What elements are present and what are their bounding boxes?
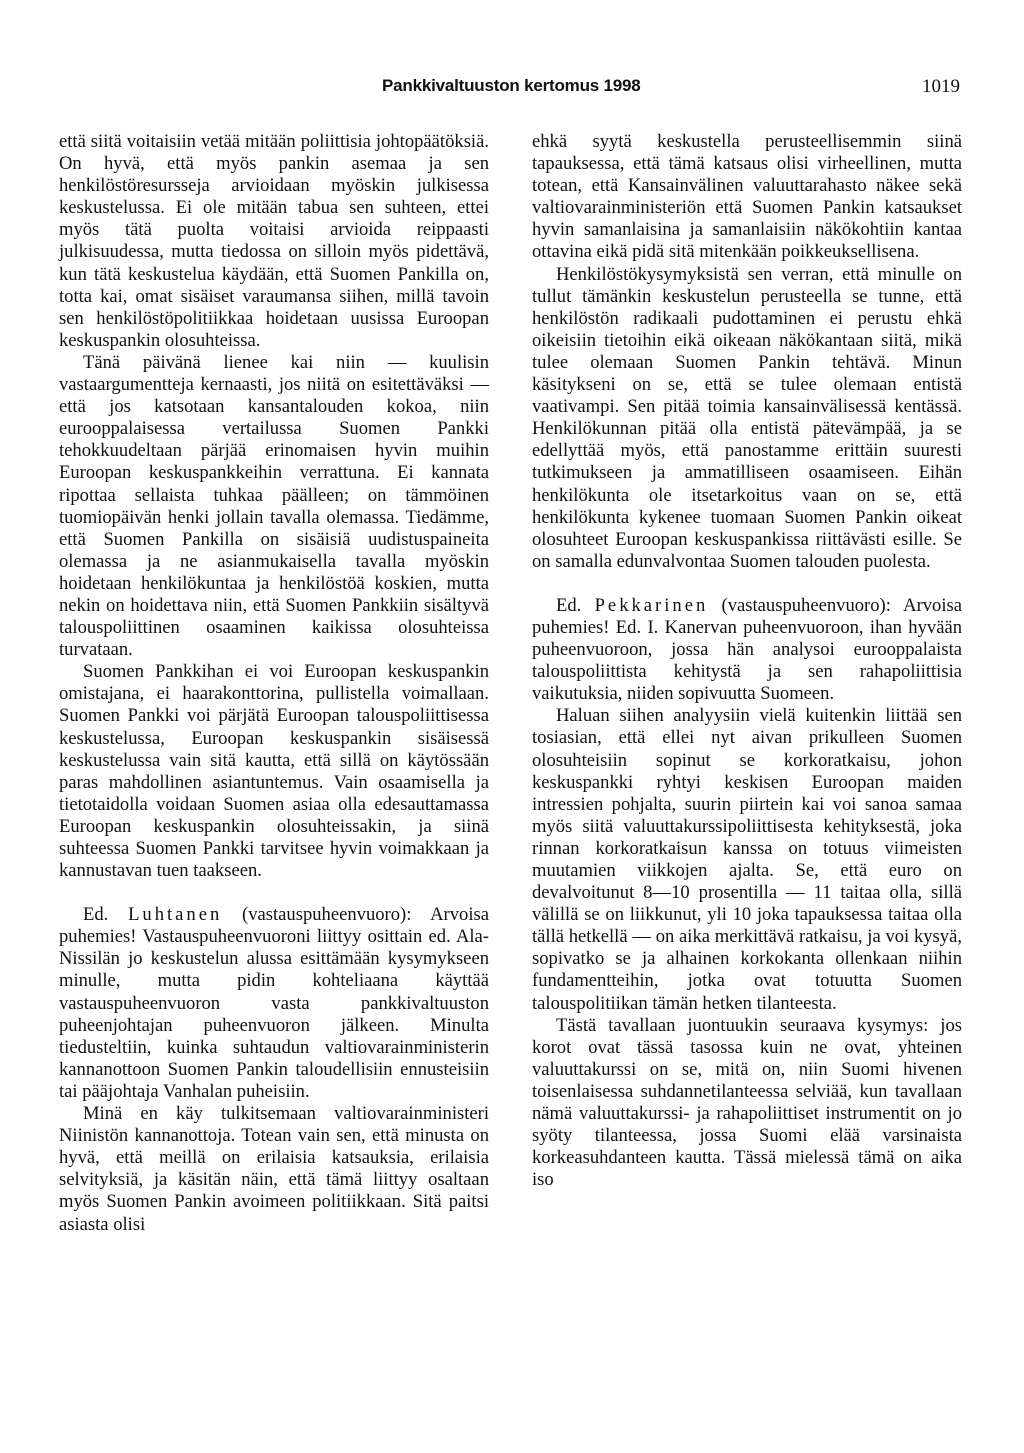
- right-column: [532, 131, 962, 1191]
- speaker-name: Pekkarinen: [594, 594, 709, 616]
- paragraph: Tänä päivänä lienee kai niin — kuulisin vastaargumentteja kernaasti, jos niitä on esitettäväksi — että jos katsotaan kansantalouden kokoa, niin eurooppalaisessa vertailussa Suomen Pankki tehokkuudeltaan pärjää erinomaisen hyvin muihin Euroopan keskuspankkeihin verrattuna. Ei kannata ripottaa sellaista tuhkaa päälleen; on tämmöinen tuomiopäivän henki jollain tavalla olemassa. Tiedämme, että Suomen Pankilla on sisäisiä uudistuspaineita olemassa ja ne asianmukaisella tavalla myöskin hoidetaan henkilökuntaa ja henkilöstöä koskien, mutta nekin on hoidettava niin, että Suomen Pankkiin sisältyvä talouspoliittinen osaaminen kaikissa olosuhteissa turvataan.: [59, 351, 489, 661]
- paragraph: Henkilöstökysymyksistä sen verran, että minulle on tullut tämänkin keskustelun perusteella se tunne, että henkilöstön radikaali pudottaminen ei perustu ehkä oikeisiin tietoihin eikä oikeaan näkökantaan siitä, mikä tulee olemaan Suomen Pankin tehtävä. Minun käsitykseni on se, että se tulee olemaan entistä vaativampi. Sen pitää toimia kansainvälisessä kentässä. Henkilökunnan pitää olla entistä pätevämpää, ja se edellyttää myös, että panostamme erittäin suuresti tutkimukseen ja ammatilliseen osaamiseen. Eihän henkilökunta ole itsetarkoitus vaan on se, että henkilökunta kykenee tuomaan Suomen Pankin oikeat olosuhteet Euroopan keskuspankissa riittävästi esille. Se on samalla edunvalvontaa Suomen talouden puolesta.: [532, 263, 962, 572]
- speech-text: Arvoisa puhemies! Ed. I. Kanervan puheenvuoroon, ihan hyvään puheenvuoroon, jossa hän analysoi eurooppalaista talouspoliittista kehitystä ja sen rahapoliittisia vaikutuksia, niiden sopivuutta Suomeen.: [532, 594, 963, 705]
- speaker-prefix: Ed.: [556, 594, 582, 616]
- paragraph: Minä en käy tulkitsemaan valtiovarainministeri Niinistön kannanottoja. Totean vain sen, että minusta on hyvä, että meillä on erilaisia katsauksia, erilaisia selvityksiä, ja käsitän näin, että tämä liittyy osaltaan myös Suomen Pankin avoimeen politiikkaan. Sitä paitsi asiasta olisi: [59, 1103, 489, 1235]
- speech-text: Arvoisa puhemies! Vastauspuheenvuoroni liittyy osittain ed. Ala-Nissilän jo keskustelun alussa esittämään kysymykseen minulle, mutta pidin kohteliaana käyttää vastauspuheenvuoron vasta pankkivaltuuston puheenjohtajan puheenvuoron jälkeen. Minulta tiedusteltiin, kuinka suhtaudun valtiovarainministerin kannanottoon Suomen Pankin taloudellisiin ennusteisiin tai pääjohtaja Vanhalan puheisiin.: [59, 904, 489, 1102]
- page-number: 1019: [922, 76, 960, 97]
- page-header: [0, 76, 1024, 106]
- paragraph: Tästä tavallaan juontuukin seuraava kysymys: jos korot ovat tässä tasossa kuin ne ovat, yhteinen valuuttakurssi on se, mitä on, niin Suomi hivenen toisenlaisessa suhdannetilanteessa selviää, kun tavallaan nämä valuuttakurssi- ja rahapoliittiset instrumentit on jo syöty tilanteessa, jossa Suomi elää varsinaista korkeasuhdanteen kautta. Tässä mielessä tämä on aika iso: [532, 1014, 962, 1191]
- speaker-name: Luhtanen: [128, 904, 223, 926]
- paragraph: Suomen Pankkihan ei voi Euroopan keskuspankin omistajana, ei haarakonttorina, pullistella voimallaan. Suomen Pankki voi pärjätä Euroopan talouspoliittisessa keskustelussa, Euroopan keskuspankin sisäisessä keskustelussa vain sitä kautta, että sillä on käytössään paras mahdollinen asiantuntemus. Vain osaamisella ja tietotaidolla voidaan Suomen asiaa olla edesauttamassa Euroopan keskuspankin olosuhteissakin, ja siinä suhteessa Suomen Pankki tarvitsee hyvin voimakkaan ja kannustavan tuen taakseen.: [59, 661, 489, 882]
- paragraph: Haluan siihen analyysiin vielä kuitenkin liittää sen tosiasian, että ellei nyt aivan prikulleen Suomen olosuhteisiin sopinut se korkoratkaisu, johon keskuspankki ryhtyi keskisen Euroopan maiden intressien pohjalta, suurin piirtein kai voi sanoa samaa myös siitä valuuttakurssipoliittisesta kehityksestä, joka rinnan korkoratkaisun kanssa on totuus viimeisten muutamien viikkojen ajalta. Se, että euro on devalvoitunut 8—10 prosentilla — 11 taitaa olla, sillä välillä se on liikkunut, yli 10 joka tapauksessa taitaa olla tällä hetkellä — on aika merkittävä ratkaisu, ja voi kysyä, sopivatko se ja alhainen korkokanta ollenkaan niihin fundamentteihin, jotka ovat totuutta Suomen talouspolitiikan tämän hetken tilanteesta.: [532, 705, 962, 1014]
- left-column: [59, 131, 489, 1236]
- speaker-role: (vastauspuheenvuoro):: [721, 594, 891, 616]
- running-title: Pankkivaltuuston kertomus 1998: [382, 76, 641, 95]
- paragraph: että siitä voitaisiin vetää mitään poliittisia johtopäätöksiä. On hyvä, että myös pankin asemaa ja sen henkilöstöresursseja arvioidaan myöskin julkisessa keskustelussa. Ei ole mitään tabua sen suhteen, ettei myös tätä puolta voitaisi arvioida reippaasti julkisuudessa, mutta tiedossa on silloin myös pidettävä, kun tätä keskustelua käydään, että Suomen Pankilla on, totta kai, omat sisäiset varaumansa siihen, millä tavoin sen henkilöstöpolitiikkaa hoidetaan uusissa Euroopan keskuspankin olosuhteissa.: [59, 131, 489, 351]
- speaker-paragraph: [59, 904, 489, 1103]
- speaker-prefix: Ed.: [83, 904, 109, 926]
- speaker-paragraph: [532, 595, 962, 705]
- speaker-role: (vastauspuheenvuoro):: [242, 904, 412, 926]
- paragraph: ehkä syytä keskustella perusteellisemmin siinä tapauksessa, että tämä katsaus olisi virheellinen, mutta totean, että Kansainvälinen valuuttarahasto näkee sekä valtiovarainministeriön että Suomen Pankin katsaukset hyvin samanlaisina ja samanlaisiin näkökohtiin kantaa ottavina eikä pidä sitä mitenkään poikkeuksellisena.: [532, 131, 962, 263]
